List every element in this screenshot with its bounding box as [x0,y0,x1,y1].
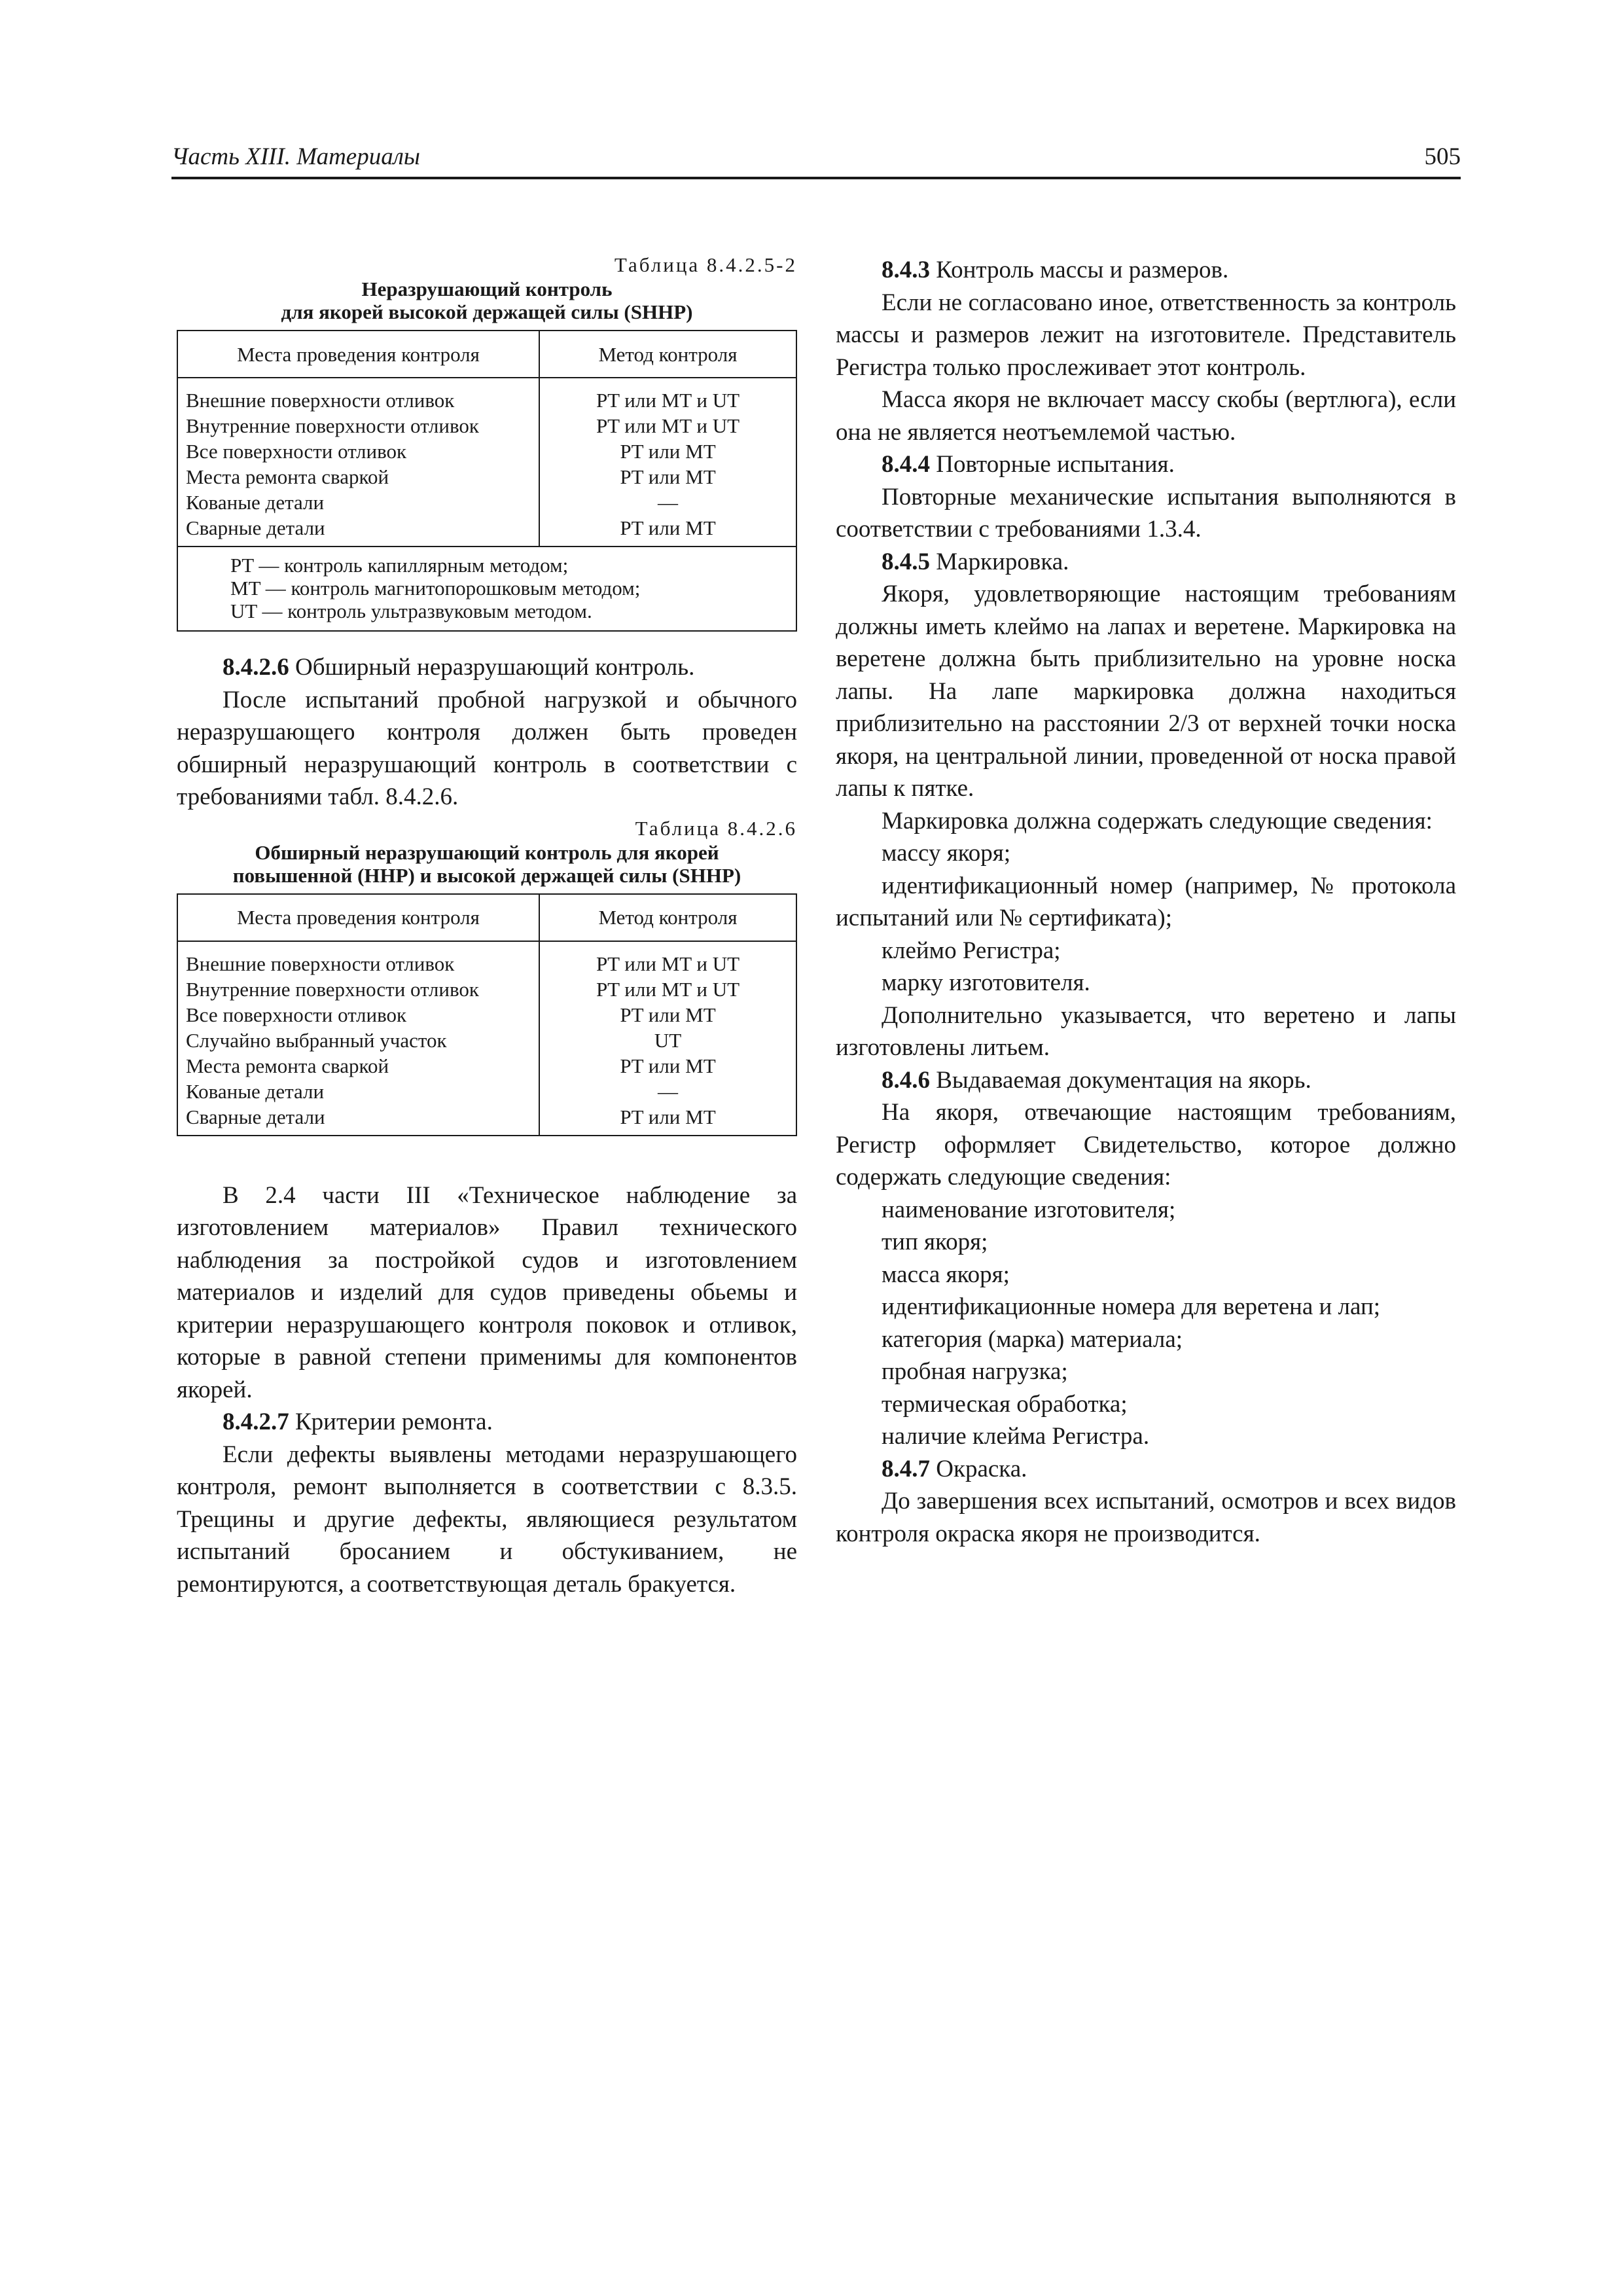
paragraph: Если не согласовано иное, ответственность за контроль массы и размеров лежит на изготовителе. Представитель Регистра только прослеживает этот контроль. [836,289,1456,381]
column-header-method: Метод контроля [539,331,796,378]
table-row-method: PT или MT и UT [596,389,740,412]
column-header-method: Метод контроля [539,894,796,941]
section-title: Маркировка. [930,548,1069,575]
list-item: наличие клейма Регистра. [882,1423,1150,1450]
section-title: Критерии ремонта. [289,1408,493,1435]
note-line: PT — контроль капиллярным методом; [230,554,569,577]
table-row-place: Все поверхности отливок [186,440,407,463]
table-cell-places [177,378,539,547]
header-rule [171,177,1461,179]
list-item: клеймо Регистра; [882,937,1061,964]
column-header-place: Места проведения контроля [177,894,539,941]
paragraph: До завершения всех испытаний, осмотров и всех видов контроля окраска якоря не производится. [836,1488,1456,1547]
paragraph: Если дефекты выявлены методами неразрушающего контроля, ремонт выполняется в соответствии с 8.3.5. Трещины и другие дефекты, являющиеся результатом испытаний бросанием и обстукиванием, не ремонтируются, а соответствующая деталь бракуется. [177,1441,797,1598]
paragraph: После испытаний пробной нагрузкой и обычного неразрушающего контроля должен быть проведен обширный неразрушающий контроль в соответствии с требованиями табл. 8.4.2.6. [177,686,797,810]
table-notes [177,547,796,631]
section-8-4-7-heading [836,1453,1456,1486]
table-caption: Таблица 8.4.2.5-2 [614,253,797,276]
section-number: 8.4.2.7 [223,1408,289,1435]
section-number: 8.4.5 [882,548,930,575]
table-row-method: — [658,491,678,514]
page-number: 505 [1424,143,1461,170]
section-8-4-2-7-heading [177,1406,797,1439]
table-row-place: Внутренние поверхности отливок [186,414,479,437]
running-title: Часть XIII. Материалы [171,143,420,170]
table-row-place: Внешние поверхности отливок [186,952,455,975]
section-number: 8.4.6 [882,1066,930,1094]
list-item: категория (марка) материала; [882,1325,1183,1353]
section-8-4-3-heading [836,254,1456,287]
table-row-place: Кованые детали [186,1079,325,1103]
table-row-place: Внешние поверхности отливок [186,389,455,412]
table-row-place: Места ремонта сваркой [186,465,389,488]
table-cell-methods [539,378,796,547]
list-item: идентификационные номера для веретена и лап; [882,1293,1381,1320]
table-row-method: PT или MT [620,1054,716,1077]
table-row-place: Кованые детали [186,491,325,514]
table-cell-places [177,941,539,1136]
list-item: тип якоря; [882,1229,988,1255]
section-number: 8.4.3 [882,257,930,283]
table-row-method: PT или MT [620,1003,716,1026]
table-row-method: UT [654,1028,682,1052]
table-title-line1: Неразрушающий контроль [361,278,613,300]
section-number: 8.4.4 [882,451,930,478]
section-number: 8.4.2.6 [223,654,289,681]
paragraph: На якоря, отвечающие настоящим требованиям, Регистр оформляет Свидетельство, которое должно содержать следующие сведения: [836,1099,1456,1191]
page-header [171,143,1461,182]
table-row-method: PT или MT [620,516,716,539]
table-row-method: PT или MT и UT [596,414,740,437]
table-row-method: PT или MT [620,440,716,463]
list-item: наименование изготовителя; [882,1196,1176,1223]
paragraph: Дополнительно указывается, что веретено и лапы изготовлены литьем. [836,1001,1456,1061]
list-item: массу якоря; [882,840,1011,867]
section-title: Контроль массы и размеров. [930,257,1229,283]
section-title: Обширный неразрушающий контроль. [289,654,695,681]
paragraph: Якоря, удовлетворяющие настоящим требованиям должны иметь клеймо на лапах и веретене. Маркировка на веретене должна быть приблизительно на уровне носка лапы. На лапе маркировка должна находиться приблизительно на расстоянии 2/3 от верхней точки носка якоря, на центральной линии, проведенной от носка правой лапы к пятке. [836,581,1456,802]
table-8-4-2-6 [177,817,797,1136]
table-grid [177,893,797,1136]
paragraph: В 2.4 части III «Техническое наблюдение за изготовлением материалов» Правил технического наблюдения за постройкой судов и изготовлением материалов и изделий для судов приведены обьемы и критерии неразрушающего контроля поковок и отливок, которые в равной степени применимы для компонентов якорей. [177,1181,797,1403]
table-row-place: Сварные детали [186,516,325,539]
section-8-4-5-heading [836,546,1456,579]
table-row-method: PT или MT [620,465,716,488]
table-title-line2: повышенной (HHP) и высокой держащей силы (SHHP) [232,863,741,887]
table-row-place: Все поверхности отливок [186,1003,407,1026]
table-title-line1: Обширный неразрушающий контроль для якорей [255,840,719,864]
table-cell-methods [539,941,796,1136]
note-line: UT — контроль ультразвуковым методом. [230,600,592,622]
section-8-4-2-6-heading [177,651,797,684]
right-column [836,254,1456,1550]
table-row-method: PT или MT и UT [596,977,740,1001]
paragraph: Маркировка должна содержать следующие сведения: [882,807,1433,834]
paragraph: Масса якоря не включает массу скобы (вертлюга), если она не является неотъемлемой частью. [836,386,1456,446]
table-grid [177,330,797,632]
table-row-method: PT или MT и UT [596,952,740,975]
table-8-4-2-5-2 [177,254,797,632]
column-header-place: Места проведения контроля [177,331,539,378]
section-8-4-4-heading [836,448,1456,481]
list-item: масса якоря; [882,1261,1010,1288]
paragraph: Повторные механические испытания выполняются в соответствии с требованиями 1.3.4. [836,483,1456,543]
note-line: MT — контроль магнитопорошковым методом; [230,577,641,600]
list-item: пробная нагрузка; [882,1358,1068,1385]
section-title: Окраска. [930,1455,1027,1482]
list-item: марку изготовителя. [882,969,1090,996]
left-column [177,254,797,1600]
table-row-place: Сварные детали [186,1105,325,1128]
table-row-place: Места ремонта сваркой [186,1054,389,1077]
section-title: Выдаваемая документация на якорь. [930,1066,1311,1094]
table-row-place: Случайно выбранный участок [186,1028,447,1052]
table-row-place: Внутренние поверхности отливок [186,977,479,1001]
section-title: Повторные испытания. [930,451,1175,478]
table-caption: Таблица 8.4.2.6 [635,816,797,840]
list-item: термическая обработка; [882,1390,1128,1418]
section-8-4-6-heading [836,1064,1456,1097]
table-title-line2: для якорей высокой держащей силы (SHHP) [281,300,693,323]
table-row-method: — [658,1079,678,1103]
section-number: 8.4.7 [882,1455,930,1482]
list-item: идентификационный номер (например, № протокола испытаний или № сертификата); [836,872,1456,931]
table-row-method: PT или MT [620,1105,716,1128]
